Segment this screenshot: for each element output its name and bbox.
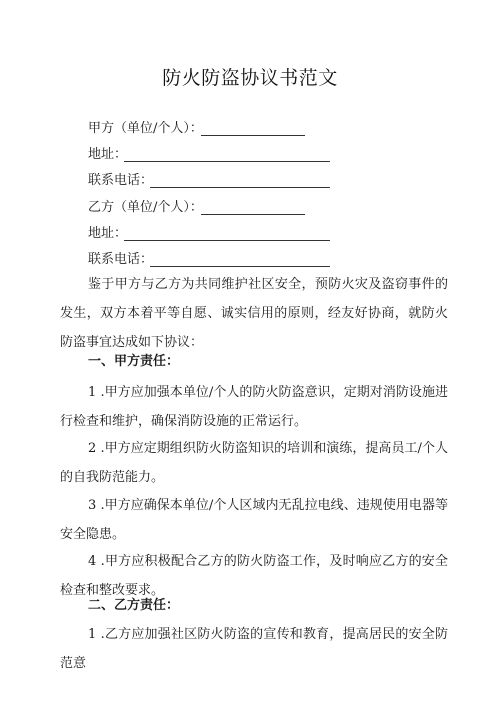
party-a-phone-label: 联系电话： <box>88 173 154 188</box>
party-b-address-blank[interactable] <box>124 240 330 241</box>
party-a-name-field <box>88 120 203 138</box>
section-b-item-1: 1 .乙方应加强社区防火防盗的宣传和教育，提高居民的安全防范意 <box>60 627 448 671</box>
section-a-item-3: 3 .甲方应确保本单位/个人区域内无乱拉电线、违规使用电器等安全隐患。 <box>60 498 448 542</box>
document-title: 防火防盗协议书范文 <box>162 67 338 89</box>
party-a-name-blank[interactable] <box>201 135 305 136</box>
party-a-name-label: 甲方（单位/个人）： <box>88 121 203 136</box>
party-b-phone-label: 联系电话： <box>88 252 154 267</box>
party-b-name-blank[interactable] <box>201 214 305 215</box>
party-a-address-label: 地址： <box>88 147 128 162</box>
party-b-name-field <box>88 199 203 217</box>
party-b-address-label: 地址： <box>88 226 128 241</box>
section-b-heading: 二、乙方责任： <box>88 598 180 613</box>
section-a-item-4: 4 .甲方应积极配合乙方的防火防盗工作，及时响应乙方的安全检查和整改要求。 <box>60 554 448 598</box>
section-a-item-1: 1 .甲方应加强本单位/个人的防火防盗意识，定期对消防设施进行检查和维护，确保消防设施的正常运行。 <box>60 385 448 429</box>
section-a-item-2: 2 .甲方应定期组织防火防盗知识的培训和演练，提高员工/个人的自我防范能力。 <box>60 441 448 485</box>
party-b-phone-blank[interactable] <box>150 266 330 267</box>
section-a-heading: 一、甲方责任： <box>88 354 180 369</box>
party-a-address-field <box>88 146 127 164</box>
party-b-phone-field <box>88 251 153 269</box>
party-b-name-label: 乙方（单位/个人）： <box>88 200 203 215</box>
preamble-paragraph: 鉴于甲方与乙方为共同维护社区安全，预防火灾及盗窃事件的发生，双方本着平等自愿、诚实信用的原则，经友好协商，就防火防盗事宜达成如下协议： <box>60 277 448 350</box>
party-a-phone-field <box>88 172 153 190</box>
party-a-address-blank[interactable] <box>124 161 330 162</box>
party-b-address-field <box>88 225 127 243</box>
party-a-phone-blank[interactable] <box>150 187 330 188</box>
